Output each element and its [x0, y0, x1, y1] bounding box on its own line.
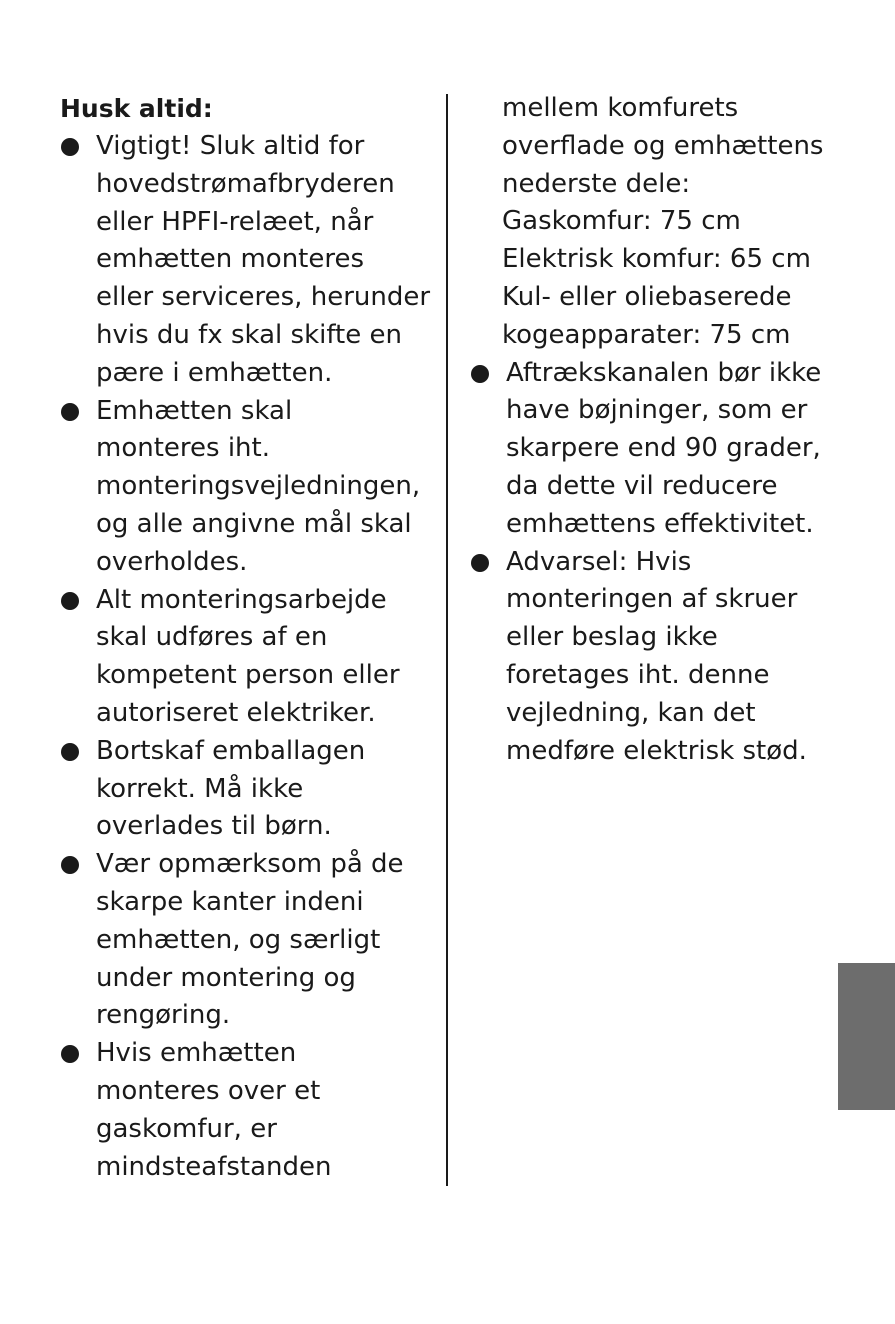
text-line: overflade og emhættens: [502, 130, 824, 161]
text-line: korrekt. Må ikke: [96, 773, 304, 804]
right-column-list: [470, 90, 850, 770]
bullet-icon: [61, 856, 79, 874]
column-divider: [446, 94, 448, 1186]
bullet-icon: [61, 1045, 79, 1063]
text-line: autoriseret elektriker.: [96, 697, 376, 728]
text-line: monteringsvejledningen,: [96, 471, 421, 502]
text-line: gaskomfur, er: [96, 1113, 277, 1144]
text-line: emhætten, og særligt: [96, 924, 381, 955]
text-line: kogeapparater: 75 cm: [502, 319, 791, 350]
text-line: Alt monteringsarbejde: [96, 584, 387, 615]
text-line: monteres iht.: [96, 433, 270, 464]
text-line: Kul- eller oliebaserede: [502, 281, 792, 312]
text-line: hvis du fx skal skifte en: [96, 319, 402, 350]
text-line: Hvis emhætten: [96, 1038, 297, 1069]
text-line: Gaskomfur: 75 cm: [502, 206, 741, 237]
text-line: eller beslag ikke: [506, 622, 718, 653]
text-line: Vigtigt! Sluk altid for: [96, 131, 365, 161]
text-line: pære i emhætten.: [96, 357, 333, 388]
text-line: nederste dele:: [502, 168, 691, 199]
text-line: skarpere end 90 grader,: [506, 433, 821, 464]
page-side-tab: [838, 963, 895, 1110]
section-heading: Husk altid:: [60, 94, 213, 123]
text-line: skal udføres af en: [96, 622, 328, 653]
text-line: Aftrækskanalen bør ikke: [506, 357, 822, 388]
text-line: overholdes.: [96, 546, 248, 577]
bullet-icon: [61, 592, 79, 610]
bullet-icon: [471, 365, 489, 383]
text-line: Elektrisk komfur: 65 cm: [502, 244, 811, 275]
list-item: [60, 846, 440, 1035]
text-line: Bortskaf emballagen: [96, 735, 366, 766]
bullet-icon: [61, 743, 79, 761]
text-line: eller HPFI-relæet, når: [96, 206, 374, 237]
text-line: Advarsel: Hvis: [506, 546, 692, 577]
bullet-icon: [61, 403, 79, 421]
text-line: overlades til børn.: [96, 811, 332, 842]
text-line: Emhætten skal: [96, 395, 293, 426]
text-line: emhætten monteres: [96, 244, 365, 275]
list-item: [60, 582, 440, 733]
list-item: [60, 393, 440, 582]
text-line: rengøring.: [96, 1000, 231, 1031]
bullet-icon: [471, 554, 489, 572]
text-line: mindsteafstanden: [96, 1151, 332, 1182]
list-item: [470, 544, 850, 771]
text-line: vejledning, kan det: [506, 697, 756, 728]
text-line: kompetent person eller: [96, 660, 400, 691]
list-item: [470, 90, 850, 355]
list-item: [60, 733, 440, 846]
text-line: da dette vil reducere: [506, 470, 778, 501]
bullet-icon: [61, 138, 79, 156]
text-line: monteres over et: [96, 1075, 321, 1106]
list-item: [470, 355, 850, 544]
text-line: under montering og: [96, 962, 356, 993]
left-column-list: [60, 128, 440, 1186]
text-line: eller serviceres, herunder: [96, 282, 431, 313]
text-line: mellem komfurets: [502, 93, 739, 123]
list-item: [60, 1035, 440, 1186]
text-line: foretages iht. denne: [506, 659, 770, 690]
text-line: have bøjninger, som er: [506, 395, 808, 426]
list-item: [60, 128, 440, 393]
text-line: medføre elektrisk stød.: [506, 735, 807, 766]
text-line: og alle angivne mål skal: [96, 508, 412, 539]
text-line: hovedstrømafbryderen: [96, 168, 395, 199]
text-line: Vær opmærksom på de: [96, 849, 404, 880]
text-line: monteringen af skruer: [506, 584, 798, 615]
text-line: emhættens effektivitet.: [506, 508, 814, 539]
text-line: skarpe kanter indeni: [96, 886, 364, 917]
